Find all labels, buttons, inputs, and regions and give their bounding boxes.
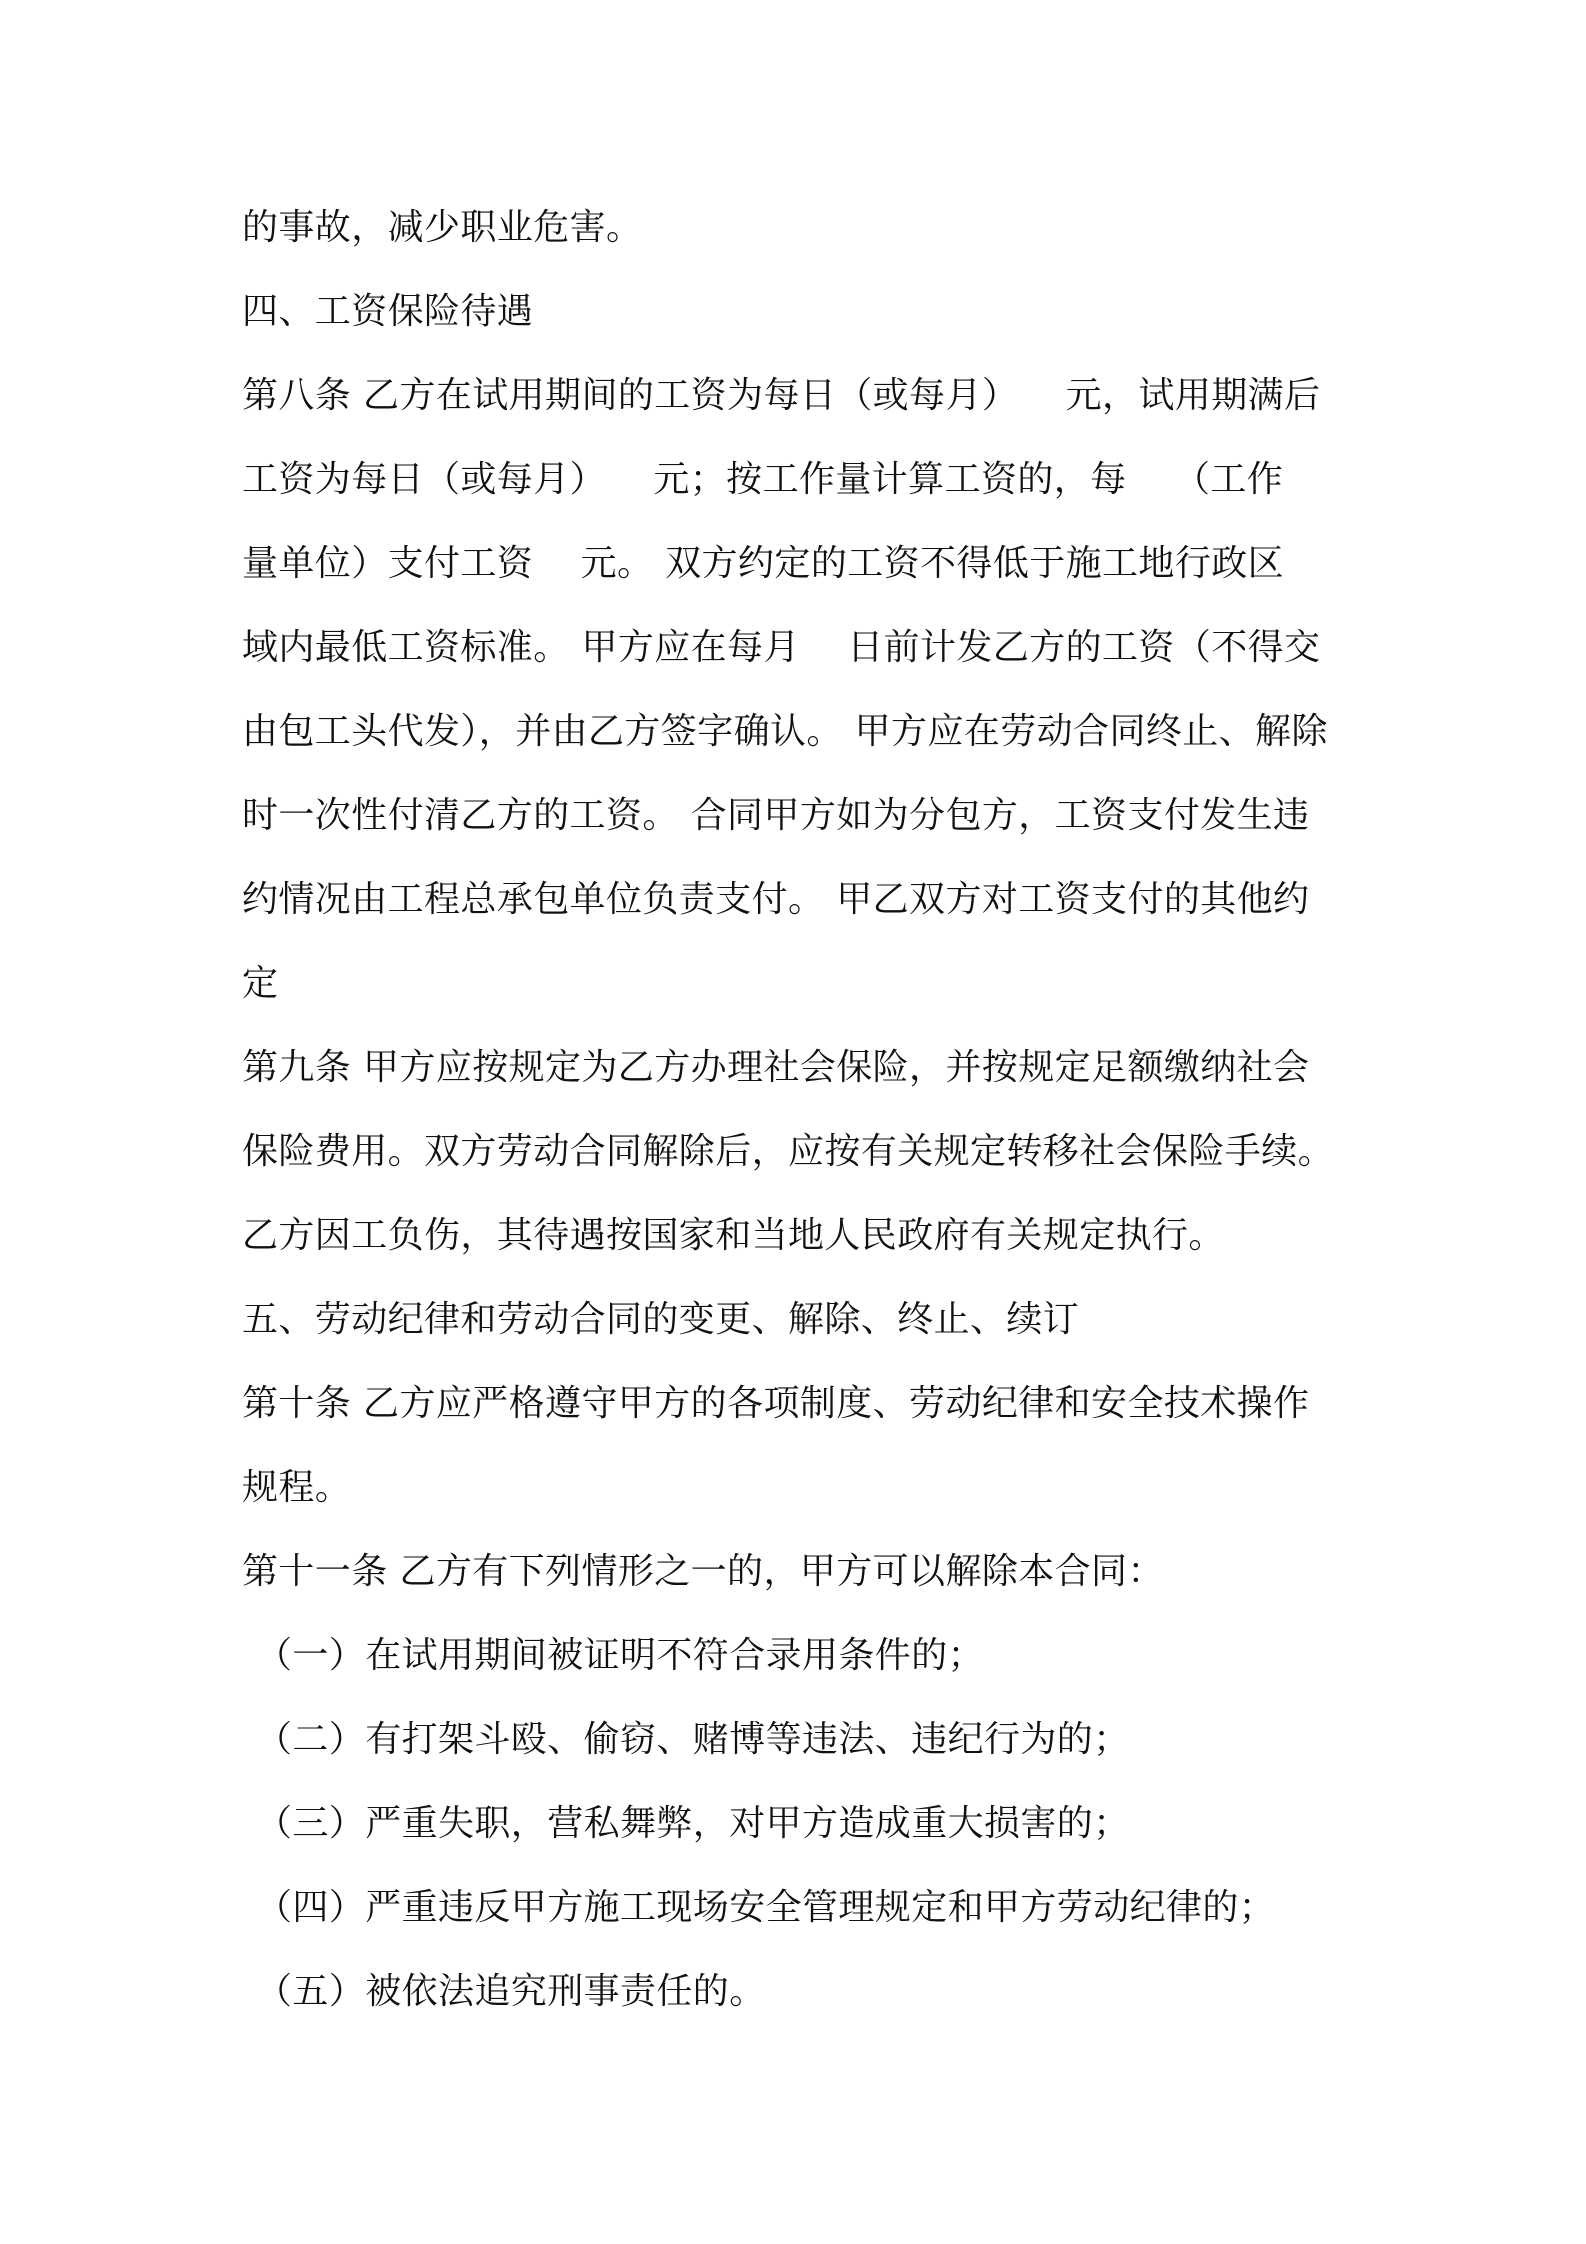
section-heading: 五、劳动纪律和劳动合同的变更、解除、终止、续订 bbox=[242, 1299, 1080, 1340]
text-line: 第十条 乙方应严格遵守甲方的各项制度、劳动纪律和安全技术操作 bbox=[242, 1383, 1310, 1424]
section-heading: 四、工资保险待遇 bbox=[242, 291, 534, 332]
text-line: 规程。 bbox=[242, 1467, 352, 1508]
list-item: （二）有打架斗殴、偷窃、赌博等违法、违纪行为的； bbox=[256, 1719, 1130, 1760]
text-line: 定 bbox=[242, 963, 279, 1004]
text-line: 约情况由工程总承包单位负责支付。 甲乙双方对工资支付的其他约 bbox=[242, 879, 1310, 920]
text-line: 域内最低工资标准。 甲方应在每月 日前计发乙方的工资（不得交 bbox=[242, 627, 1321, 668]
text-line: 时一次性付清乙方的工资。 合同甲方如为分包方，工资支付发生违 bbox=[242, 795, 1310, 836]
list-item: （三）严重失职，营私舞弊，对甲方造成重大损害的； bbox=[256, 1803, 1130, 1844]
text-line: 的事故，减少职业危害。 bbox=[242, 207, 643, 248]
text-line: 第十一条 乙方有下列情形之一的，甲方可以解除本合同： bbox=[242, 1551, 1164, 1592]
list-item: （一）在试用期间被证明不符合录用条件的； bbox=[256, 1635, 985, 1676]
text-line: 保险费用。双方劳动合同解除后，应按有关规定转移社会保险手续。 bbox=[242, 1131, 1335, 1172]
text-line: 第八条 乙方在试用期间的工资为每日（或每月） 元，试用期满后 bbox=[242, 375, 1321, 416]
list-item: （五）被依法追究刑事责任的。 bbox=[256, 1971, 766, 2012]
text-line: 乙方因工负伤，其待遇按国家和当地人民政府有关规定执行。 bbox=[242, 1215, 1225, 1256]
list-item: （四）严重违反甲方施工现场安全管理规定和甲方劳动纪律的； bbox=[256, 1887, 1276, 1928]
text-line: 第九条 甲方应按规定为乙方办理社会保险，并按规定足额缴纳社会 bbox=[242, 1047, 1310, 1088]
text-line: 工资为每日（或每月） 元；按工作量计算工资的，每 （工作 bbox=[242, 459, 1284, 500]
text-line: 量单位）支付工资 元。 双方约定的工资不得低于施工地行政区 bbox=[242, 543, 1285, 584]
text-line: 由包工头代发），并由乙方签字确认。 甲方应在劳动合同终止、解除 bbox=[242, 711, 1328, 752]
